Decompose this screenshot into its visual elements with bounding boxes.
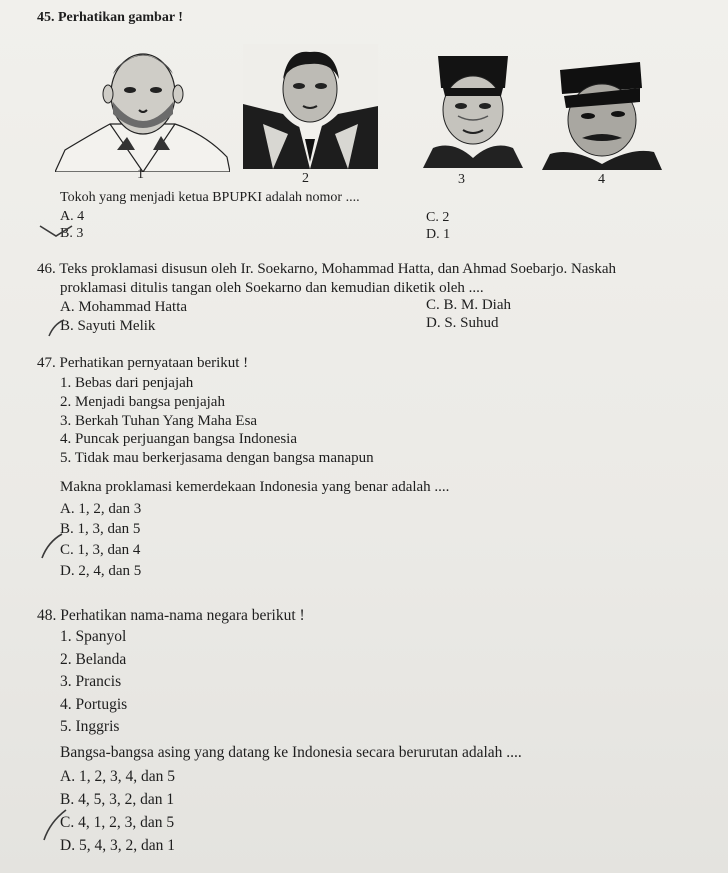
q45-option-a: A. 4 [60, 209, 85, 224]
q46-option-d: D. S. Suhud [426, 315, 499, 331]
portrait-2 [243, 44, 378, 169]
portrait-1 [55, 32, 230, 172]
figure-label-4: 4 [598, 172, 605, 187]
portrait-4 [542, 52, 662, 170]
q47-item-2: 2. Menjadi bangsa penjajah [60, 394, 225, 410]
q48-option-c: C. 4, 1, 2, 3, dan 5 [60, 814, 175, 831]
q47-option-c: C. 1, 3, dan 4 [60, 542, 141, 558]
q47-option-b: B. 1, 3, dan 5 [60, 521, 141, 537]
q48-question: Bangsa-bangsa asing yang datang ke Indonesia secara berurutan adalah .... [60, 744, 522, 761]
q46-option-b: B. Sayuti Melik [60, 318, 156, 334]
q46-option-a: A. Mohammad Hatta [60, 299, 188, 315]
q48-header: 48. Perhatikan nama-nama negara berikut ! [37, 607, 305, 624]
q48-option-b: B. 4, 5, 3, 2, dan 1 [60, 791, 175, 808]
q45-option-b: B. 3 [60, 226, 84, 241]
q47-item-1: 1. Bebas dari penjajah [60, 375, 194, 391]
q48-item-4: 4. Portugis [60, 696, 128, 713]
q47-option-a: A. 1, 2, dan 3 [60, 501, 142, 517]
q47-item-4: 4. Puncak perjuangan bangsa Indonesia [60, 431, 298, 447]
q48-item-5: 5. Inggris [60, 718, 120, 735]
q48-item-1: 1. Spanyol [60, 628, 127, 645]
q48-option-d: D. 5, 4, 3, 2, dan 1 [60, 837, 175, 854]
q46-line1: 46. Teks proklamasi disusun oleh Ir. Soekarno, Mohammad Hatta, dan Ahmad Soebarjo. Naskah [37, 261, 616, 277]
q46-line2: proklamasi ditulis tangan oleh Soekarno dan kemudian diketik oleh .... [60, 280, 484, 296]
q45-option-c: C. 2 [426, 210, 450, 225]
q45-option-d: D. 1 [426, 227, 451, 242]
q47-question: Makna proklamasi kemerdekaan Indonesia yang benar adalah .... [60, 479, 450, 495]
q48-item-2: 2. Belanda [60, 651, 127, 668]
q48-item-3: 3. Prancis [60, 673, 122, 690]
q45-header: 45. Perhatikan gambar ! [37, 10, 183, 25]
figure-label-2: 2 [302, 171, 309, 186]
portrait-3 [423, 48, 523, 168]
q48-option-a: A. 1, 2, 3, 4, dan 5 [60, 768, 175, 785]
q47-item-3: 3. Berkah Tuhan Yang Maha Esa [60, 413, 258, 429]
q47-option-d: D. 2, 4, dan 5 [60, 563, 142, 579]
figure-label-3: 3 [458, 172, 465, 187]
q46-option-c: C. B. M. Diah [426, 297, 512, 313]
q47-header: 47. Perhatikan pernyataan berikut ! [37, 355, 249, 371]
figure-label-1: 1 [137, 167, 144, 182]
q47-item-5: 5. Tidak mau berkerjasama dengan bangsa manapun [60, 450, 374, 466]
q45-question: Tokoh yang menjadi ketua BPUPKI adalah nomor .... [60, 190, 360, 205]
